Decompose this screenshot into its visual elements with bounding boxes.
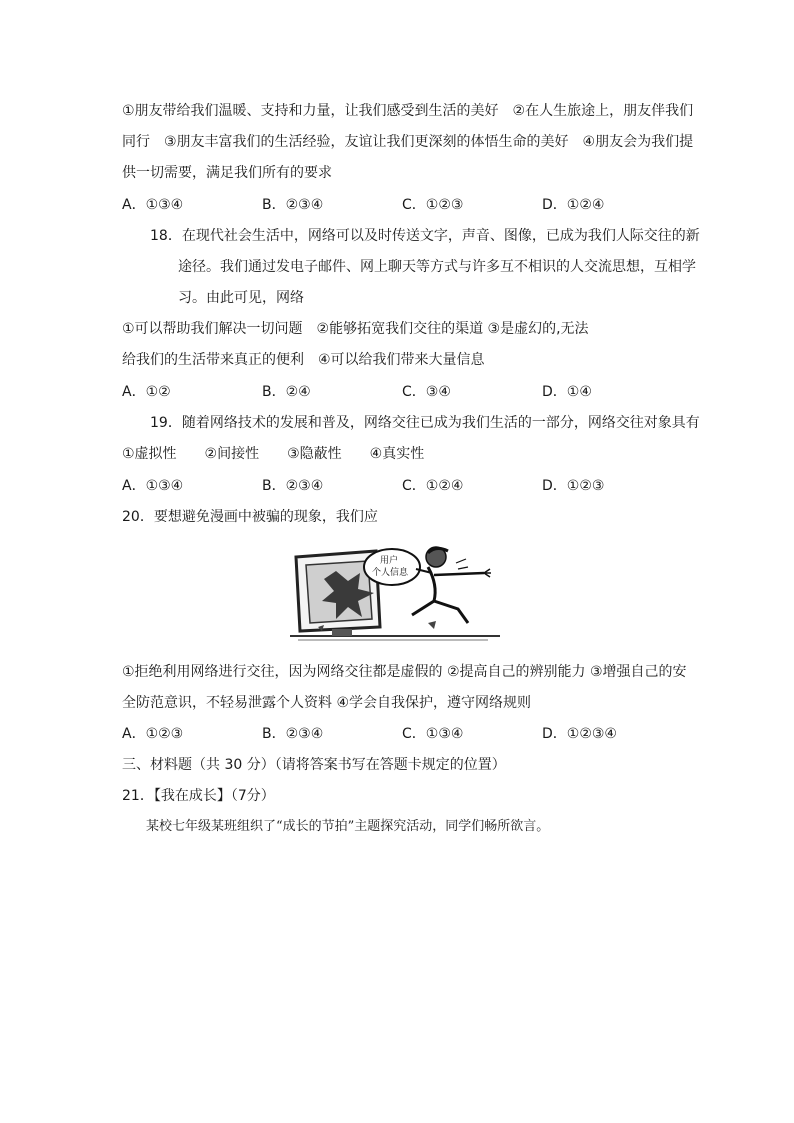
q19-option-b: B．②③④ <box>262 478 324 494</box>
q17-option-b: B．②③④ <box>262 197 324 213</box>
q18-statement-line-1: ①可以帮助我们解决一切问题 ②能够拓宽我们交往的渠道 ③是虚幻的,无法 <box>122 321 589 337</box>
q18-stem-line-1: 18．在现代社会生活中，网络可以及时传送文字，声音、图像，已成为我们人际交往的新 <box>150 228 700 244</box>
q20-statement-line-2: 全防范意识，不轻易泄露个人资料 ④学会自我保护，遵守网络规则 <box>122 695 531 711</box>
q19-statements: ①虚拟性 ②间接性 ③隐蔽性 ④真实性 <box>122 446 425 462</box>
q21-title: 21．【我在成长】（7分） <box>122 788 275 804</box>
q17-option-a: A．①③④ <box>122 197 184 213</box>
q20-option-b: B．②③④ <box>262 726 324 742</box>
q19-option-d: D．①②③ <box>542 478 605 494</box>
q17-option-d: D．①②④ <box>542 197 605 213</box>
q20-option-d: D．①②③④ <box>542 726 617 742</box>
q18-stem-line-2: 途径。我们通过发电子邮件、网上聊天等方式与许多互不相识的人交流思想，互相学 <box>178 259 696 275</box>
q19-option-c: C．①②④ <box>402 478 464 494</box>
q20-stem: 20．要想避免漫画中被骗的现象，我们应 <box>122 509 378 525</box>
cartoon-label-info: 个人信息 <box>372 568 409 578</box>
q17-option-c: C．①②③ <box>402 197 464 213</box>
q18-option-a: A．①② <box>122 384 171 400</box>
q20-statement-line-1: ①拒绝利用网络进行交往，因为网络交往都是虚假的 ②提高自己的辨别能力 ③增强自己的安 <box>122 664 687 680</box>
q17-statement-line-1: ①朋友带给我们温暖、支持和力量，让我们感受到生活的美好 ②在人生旅途上，朋友伴我们 <box>122 103 694 119</box>
q18-option-d: D．①④ <box>542 384 592 400</box>
q17-statement-line-2: 同行 ③朋友丰富我们的生活经验，友谊让我们更深刻的体悟生命的美好 ④朋友会为我们提 <box>122 134 694 150</box>
q19-option-a: A．①③④ <box>122 478 184 494</box>
cartoon-label-user: 用户 <box>380 556 399 566</box>
q18-stem-line-3: 习。由此可见，网络 <box>178 290 304 306</box>
q18-statement-line-2: 给我们的生活带来真正的便利 ④可以给我们带来大量信息 <box>122 352 485 368</box>
q17-statement-line-3: 供一切需要，满足我们所有的要求 <box>122 165 332 181</box>
section-3-heading: 三、材料题（共 30 分）（请将答案书写在答题卡规定的位置） <box>122 757 506 773</box>
q20-option-c: C．①③④ <box>402 726 464 742</box>
cartoon-illustration <box>288 543 502 643</box>
q20-option-a: A．①②③ <box>122 726 184 742</box>
q19-stem: 19．随着网络技术的发展和普及，网络交往已成为我们生活的一部分，网络交往对象具有 <box>150 415 700 431</box>
q18-option-c: C．③④ <box>402 384 451 400</box>
q18-option-b: B．②④ <box>262 384 311 400</box>
q21-material: 某校七年级某班组织了“成长的节拍”主题探究活动，同学们畅所欲言。 <box>146 819 550 834</box>
